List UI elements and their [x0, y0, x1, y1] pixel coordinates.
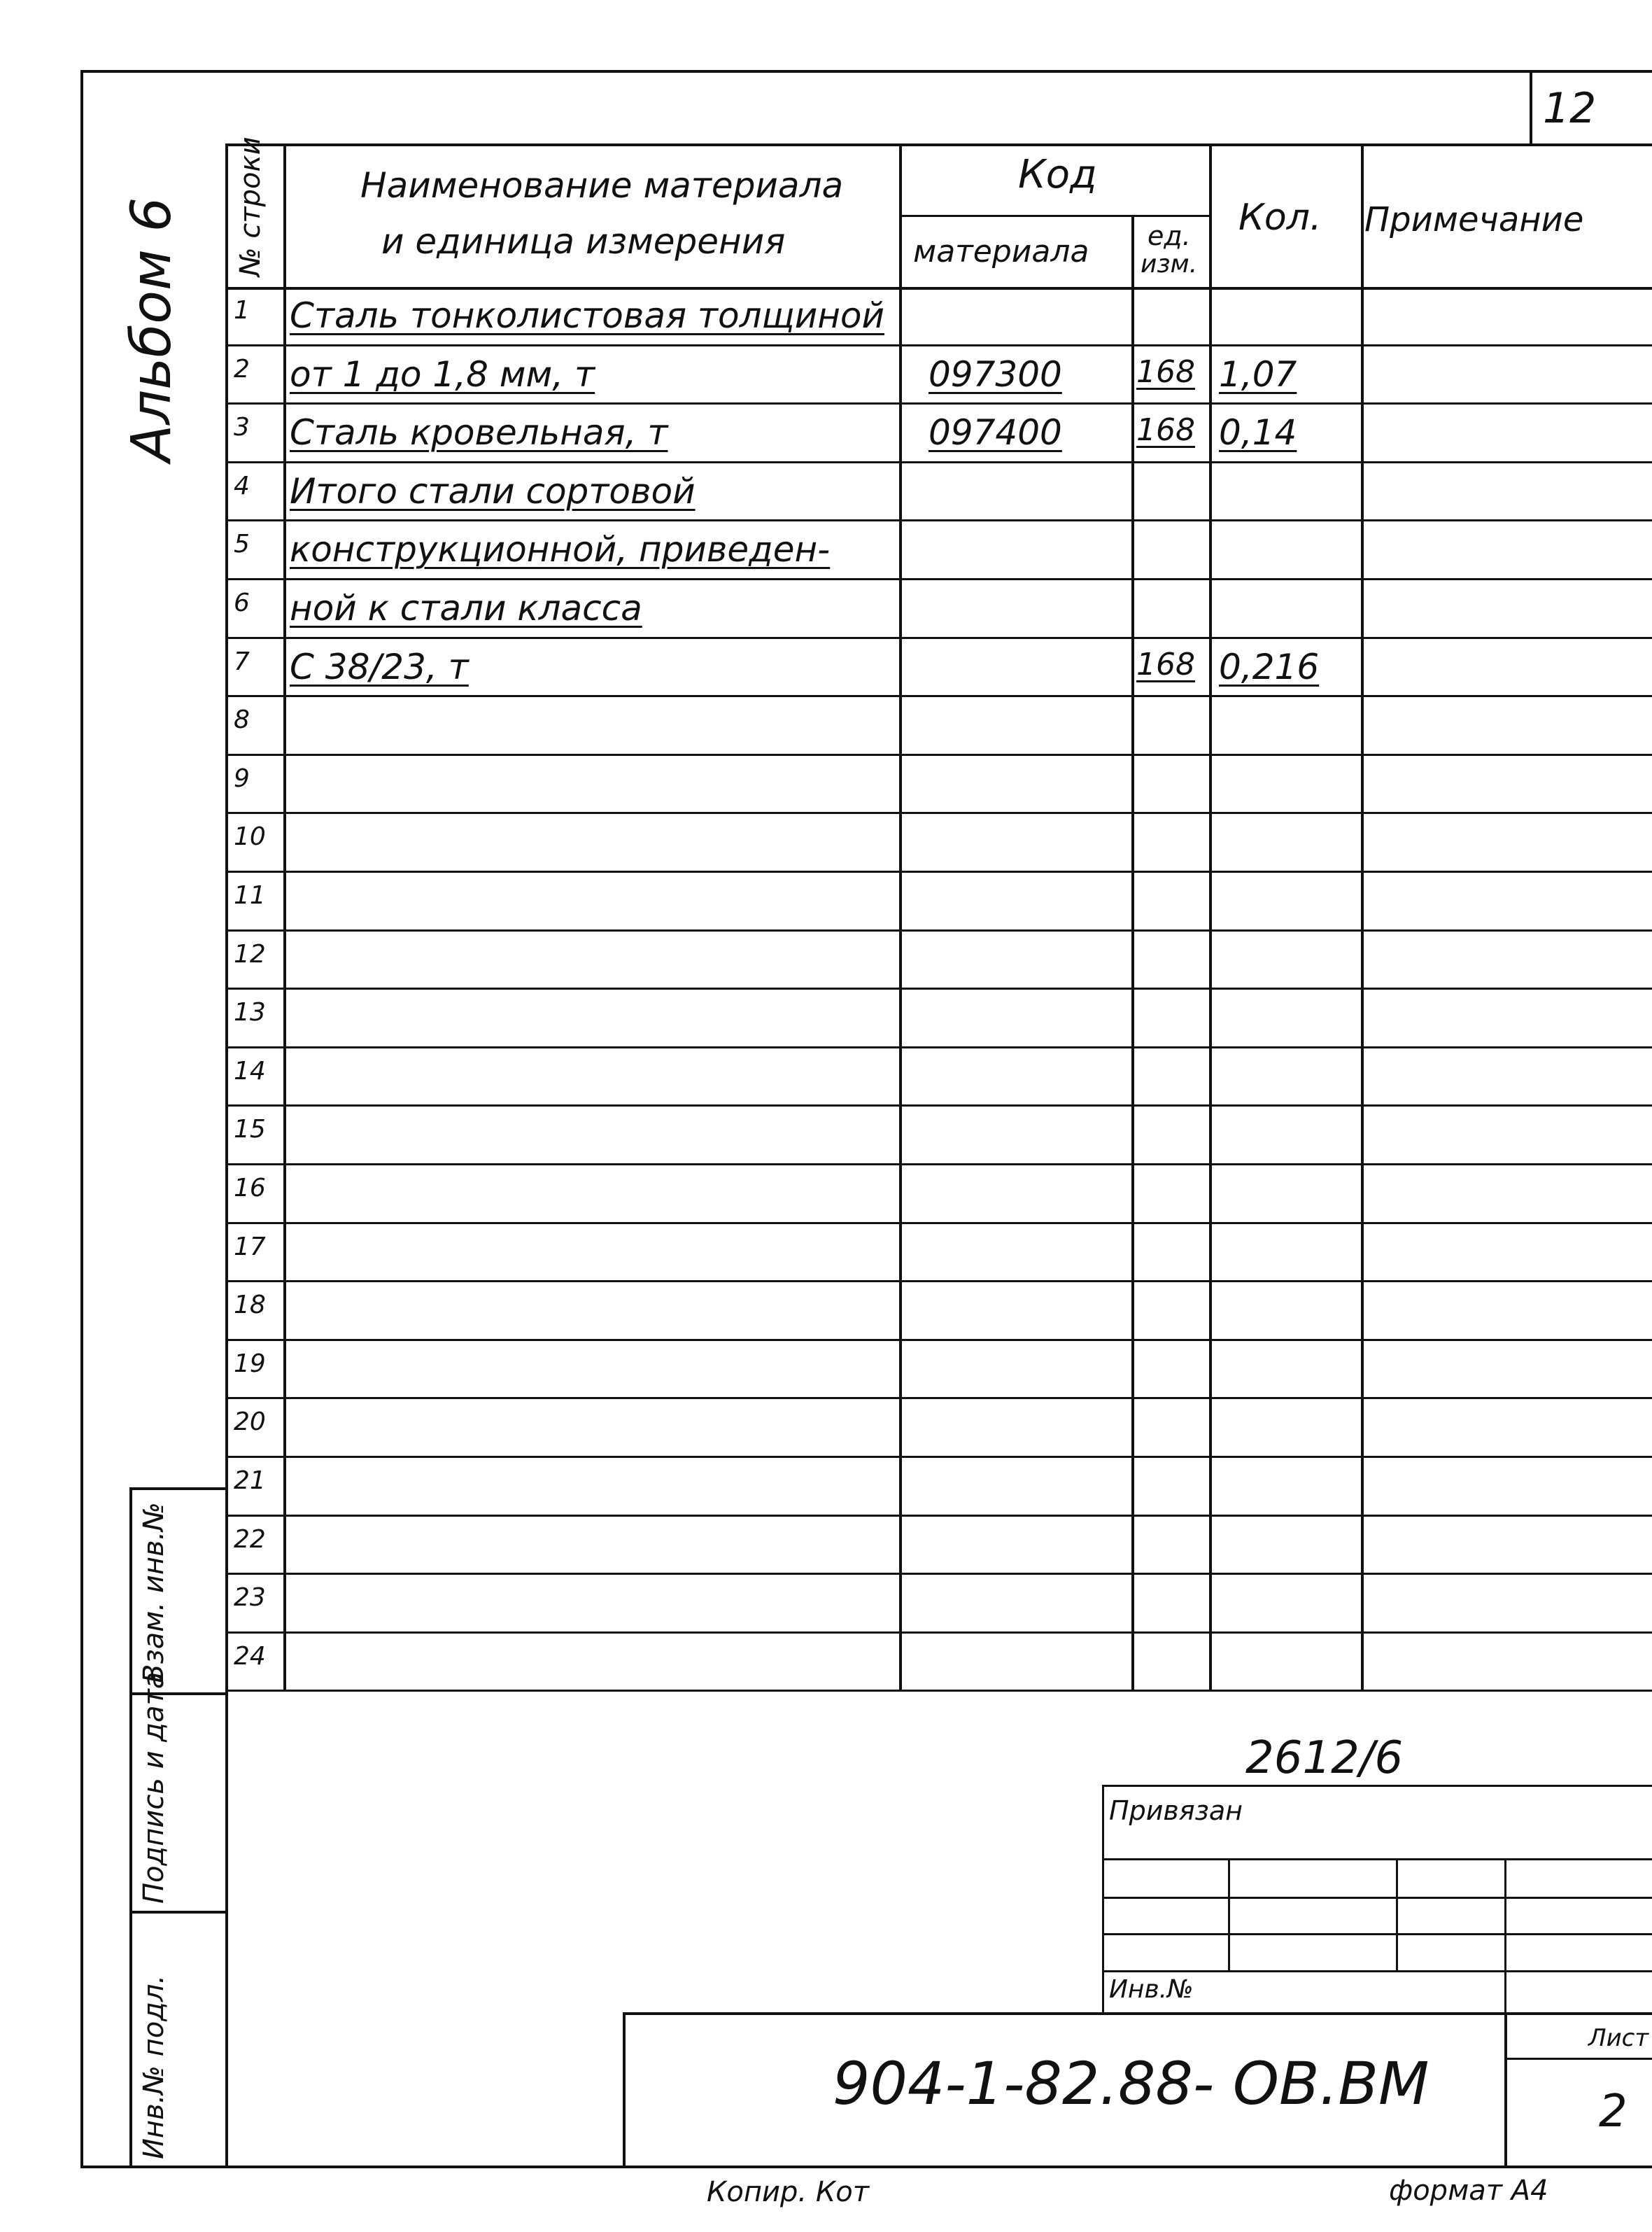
- row-separator: [225, 1690, 1652, 1692]
- table-top-line: [225, 143, 1652, 146]
- header-row-no: № строки: [234, 136, 267, 276]
- album-label: Альбом 6: [120, 197, 183, 462]
- side-label-replace-inv: Взам. инв.№: [138, 1502, 170, 1683]
- row-unit-code: 168: [1136, 646, 1195, 682]
- row-quantity: 0,216: [1219, 646, 1320, 687]
- row-name: Итого стали сортовой: [290, 470, 696, 512]
- table-row: [225, 1457, 1652, 1516]
- side-label-sign-date: Подпись и дата: [138, 1671, 170, 1904]
- row-number: 2: [234, 354, 250, 384]
- table-row: [225, 1574, 1652, 1633]
- header-code-unit-1: ед.: [1148, 220, 1191, 251]
- table-row: [225, 1516, 1652, 1575]
- stamp-line-3: [1102, 1933, 1652, 1935]
- row-number: 10: [234, 822, 266, 852]
- table-row: [225, 1340, 1652, 1399]
- row-number: 14: [234, 1056, 266, 1086]
- doc-code: 904-1-82.88- ОВ.ВМ: [833, 2049, 1429, 2118]
- table-row: [225, 931, 1652, 990]
- table-row: [225, 1106, 1652, 1165]
- row-number: 15: [234, 1115, 266, 1144]
- row-number: 23: [234, 1583, 266, 1613]
- row-number: 20: [234, 1408, 266, 1437]
- table-row: [225, 1165, 1652, 1223]
- table-row: [225, 989, 1652, 1048]
- side-stamp-top: [129, 1487, 227, 1490]
- sheet-label: Лист: [1588, 2024, 1649, 2052]
- frame-bottom: [80, 2166, 1652, 2168]
- stamp-col-3: [1504, 1858, 1506, 2012]
- row-name: конструкционной, приведен-: [290, 529, 831, 570]
- stamp-line-2: [1102, 1897, 1652, 1899]
- row-number: 22: [234, 1524, 266, 1554]
- corner-page-number: 12: [1543, 84, 1597, 133]
- sheet-label-line: [1504, 2058, 1652, 2060]
- row-name: от 1 до 1,8 мм, т: [290, 353, 595, 395]
- row-material-code: 097400: [929, 412, 1062, 454]
- row-number: 16: [234, 1174, 266, 1202]
- row-quantity: 1,07: [1219, 353, 1297, 395]
- row-number: 18: [234, 1291, 266, 1320]
- row-quantity: 0,14: [1219, 412, 1297, 454]
- handwritten-number: 2612/6: [1245, 1732, 1404, 1784]
- header-name-line1: Наименование материала: [360, 165, 844, 206]
- frame-top: [80, 70, 1652, 73]
- stamp-attached-label: Привязан: [1109, 1795, 1243, 1826]
- table-row: [225, 346, 1652, 405]
- stamp-col-2: [1396, 1858, 1398, 1970]
- row-material-code: 097300: [929, 353, 1062, 395]
- table-row: [225, 1223, 1652, 1282]
- footer-copied: Копир. Кот: [707, 2176, 870, 2208]
- row-number: 3: [234, 413, 250, 442]
- row-name: С 38/23, т: [290, 646, 469, 687]
- row-unit-code: 168: [1136, 412, 1195, 449]
- row-number: 1: [234, 296, 250, 325]
- stamp-line-1: [1102, 1858, 1652, 1860]
- side-stamp-sep2: [129, 1911, 227, 1914]
- table-row: [225, 638, 1652, 697]
- table-row: [225, 872, 1652, 931]
- table-row: [225, 580, 1652, 638]
- table-row: [225, 696, 1652, 755]
- table-row: [225, 521, 1652, 580]
- header-name-line2: и единица измерения: [381, 221, 786, 262]
- code-box-left: [623, 2012, 626, 2168]
- footer-format: формат А4: [1389, 2175, 1548, 2207]
- stamp-attached-top: [1102, 1785, 1652, 1787]
- row-number: 11: [234, 881, 266, 910]
- table-row: [225, 813, 1652, 872]
- row-number: 17: [234, 1232, 266, 1261]
- header-note: Примечание: [1364, 200, 1584, 239]
- header-qty: Кол.: [1238, 197, 1322, 239]
- row-number: 4: [234, 471, 250, 500]
- side-label-inv-orig: Инв.№ подл.: [138, 1974, 170, 2159]
- header-code-material: материала: [913, 234, 1089, 269]
- row-number: 19: [234, 1349, 266, 1378]
- row-name: Сталь кровельная, т: [290, 412, 668, 454]
- row-number: 7: [234, 647, 250, 676]
- row-number: 24: [234, 1641, 266, 1671]
- code-sub-line: [899, 215, 1209, 217]
- header-code: Код: [1018, 152, 1097, 197]
- row-name: Сталь тонколистовая толщиной: [290, 295, 884, 336]
- row-unit-code: 168: [1136, 353, 1195, 390]
- stamp-inv-label: Инв.№: [1109, 1975, 1194, 2004]
- table-row: [225, 755, 1652, 814]
- side-stamp-left: [129, 1487, 132, 2168]
- table-row: [225, 463, 1652, 521]
- stamp-line-4: [1102, 1970, 1652, 1972]
- row-number: 13: [234, 998, 266, 1027]
- table-row: [225, 1282, 1652, 1340]
- table-row: [225, 1048, 1652, 1107]
- header-code-unit-2: изм.: [1141, 250, 1198, 279]
- table-row: [225, 1633, 1652, 1692]
- table-row: [225, 287, 1652, 346]
- row-number: 6: [234, 589, 250, 617]
- stamp-col-1: [1228, 1858, 1230, 1970]
- code-box-sheet-sep: [1504, 2012, 1507, 2168]
- corner-box-left: [1530, 70, 1532, 143]
- row-number: 8: [234, 706, 250, 735]
- row-name: ной к стали класса: [290, 588, 642, 629]
- row-number: 9: [234, 764, 250, 793]
- frame-left: [80, 70, 83, 2168]
- table-row: [225, 1398, 1652, 1457]
- row-number: 12: [234, 939, 266, 969]
- row-number: 21: [234, 1466, 266, 1495]
- code-box-top: [623, 2012, 1652, 2015]
- sheet-number: 2: [1599, 2086, 1628, 2138]
- table-row: [225, 404, 1652, 463]
- row-number: 5: [234, 530, 250, 559]
